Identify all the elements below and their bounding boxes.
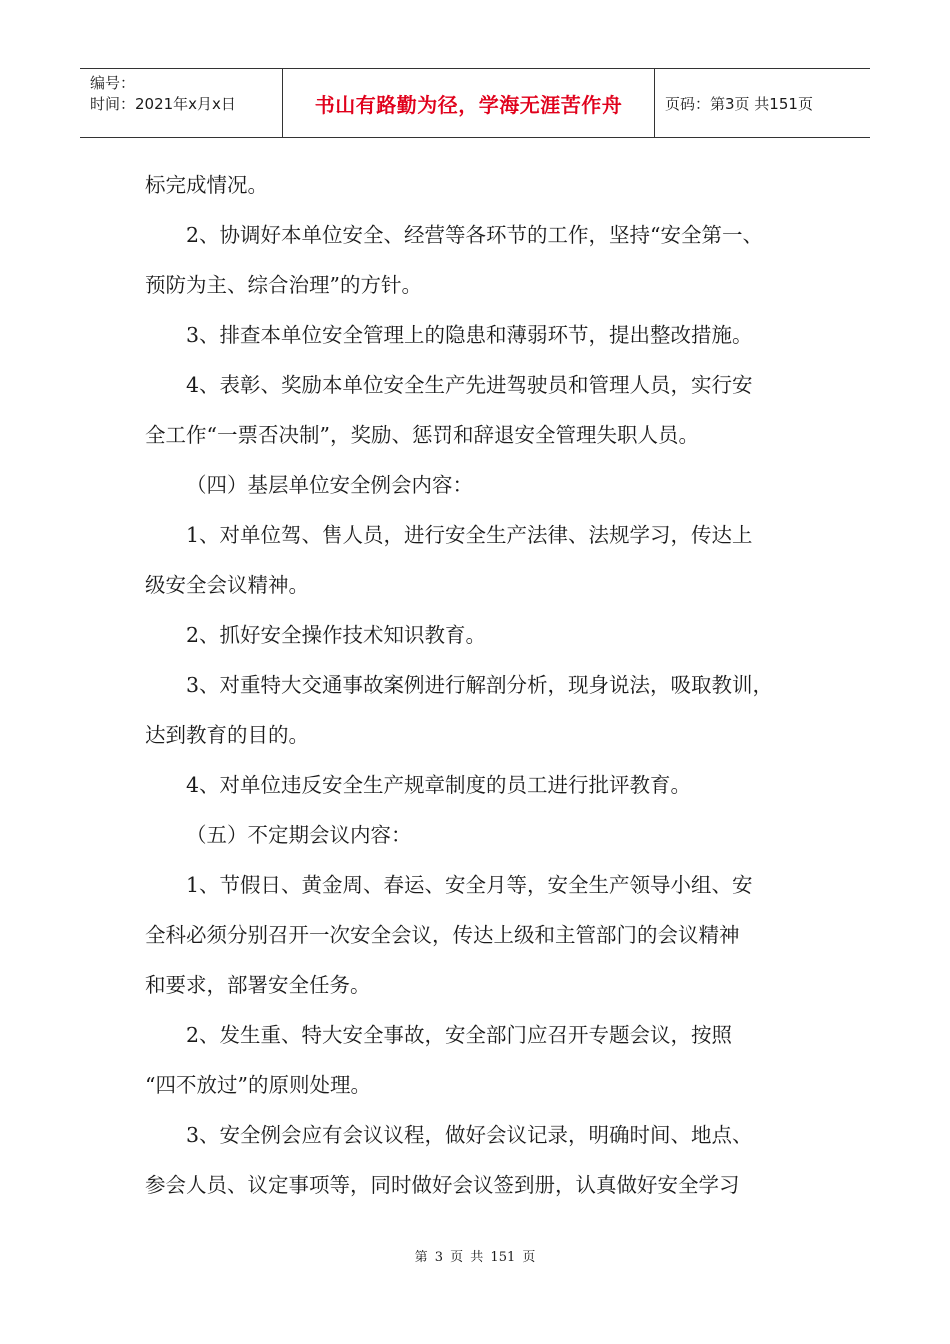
body-line: 标完成情况。 xyxy=(145,173,268,197)
body-line: 1、节假日、黄金周、春运、安全月等，安全生产领导小组、安 xyxy=(186,873,753,897)
body-line: 3、安全例会应有会议议程，做好会议记录，明确时间、地点、 xyxy=(186,1123,753,1147)
body-line: 4、表彰、奖励本单位安全生产先进驾驶员和管理人员，实行安 xyxy=(186,373,753,397)
document-time: 时间：2021年x月x日 xyxy=(90,95,236,113)
body-line: 2、抓好安全操作技术知识教育。 xyxy=(186,623,487,647)
body-line: 4、对单位违反安全生产规章制度的员工进行批评教育。 xyxy=(186,773,692,797)
body-line: 参会人员、议定事项等，同时做好会议签到册，认真做好安全学习 xyxy=(145,1173,740,1197)
body-line: “四不放过”的原则处理。 xyxy=(145,1073,371,1097)
header-meta xyxy=(80,69,283,137)
document-header xyxy=(80,68,870,138)
body-line: 预防为主、综合治理”的方针。 xyxy=(145,273,422,297)
header-page-info-cell xyxy=(655,69,870,137)
header-page-info: 页码：第3页 共151页 xyxy=(665,94,813,113)
body-line: 1、对单位驾、售人员，进行安全生产法律、法规学习，传达上 xyxy=(186,523,753,547)
document-body xyxy=(145,160,815,1210)
section-heading: （五）不定期会议内容： xyxy=(186,823,412,847)
body-line: 和要求，部署安全任务。 xyxy=(145,973,371,997)
body-line: 3、对重特大交通事故案例进行解剖分析，现身说法，吸取教训， xyxy=(186,673,774,697)
body-line: 全工作“一票否决制”，奖励、惩罚和辞退安全管理失职人员。 xyxy=(145,423,699,447)
body-line: 全科必须分别召开一次安全会议，传达上级和主管部门的会议精神 xyxy=(145,923,740,947)
body-line: 级安全会议精神。 xyxy=(145,573,309,597)
page-footer: 第 3 页 共 151 页 xyxy=(414,1250,536,1265)
section-heading: （四）基层单位安全例会内容： xyxy=(186,473,473,497)
header-motto-cell xyxy=(283,69,655,137)
body-line: 达到教育的目的。 xyxy=(145,723,309,747)
body-line: 3、排查本单位安全管理上的隐患和薄弱环节，提出整改措施。 xyxy=(186,323,753,347)
body-line: 2、发生重、特大安全事故，安全部门应召开专题会议，按照 xyxy=(186,1023,733,1047)
document-number-label: 编号： xyxy=(90,74,136,92)
body-line: 2、协调好本单位安全、经营等各环节的工作，坚持“安全第一、 xyxy=(186,223,764,247)
header-motto: 书山有路勤为径，学海无涯苦作舟 xyxy=(314,92,623,117)
